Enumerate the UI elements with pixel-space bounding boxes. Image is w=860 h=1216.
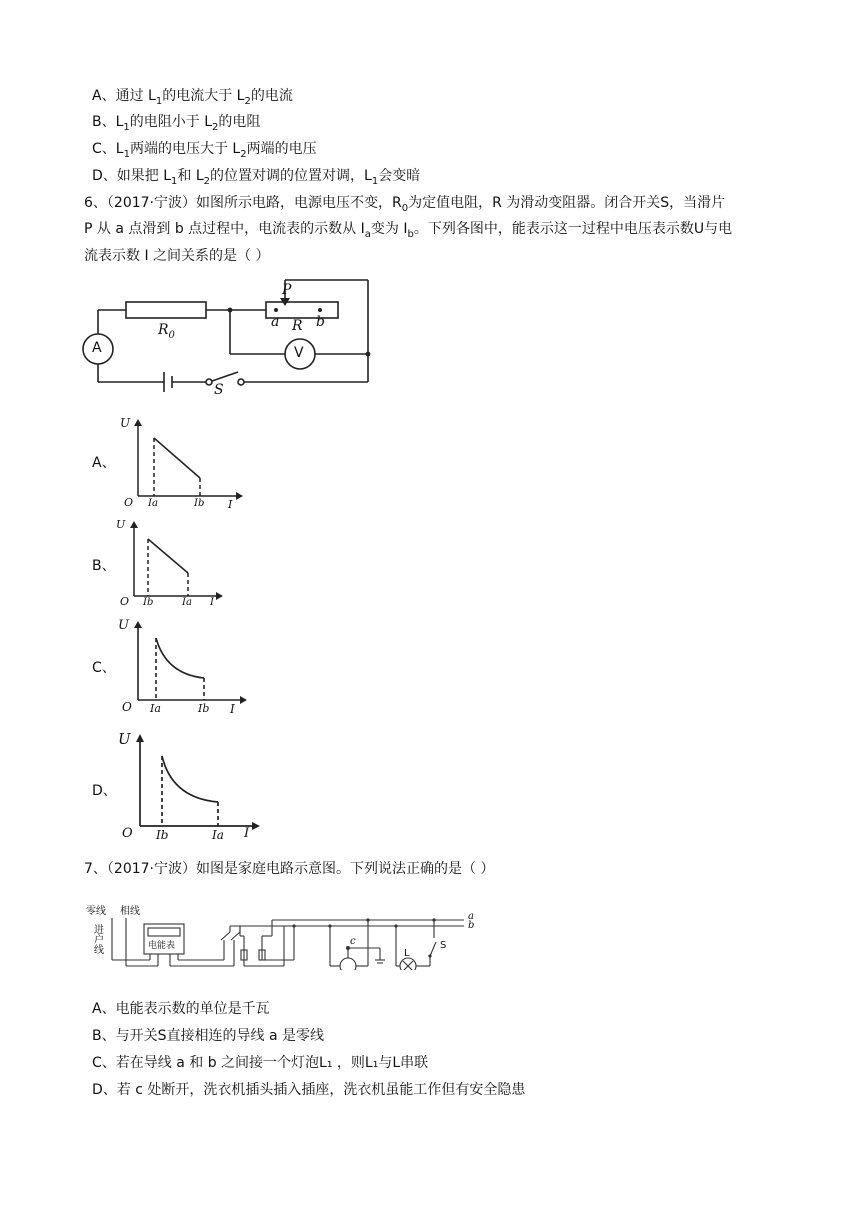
axis-u-label: U [118, 618, 129, 633]
origin-label: O [122, 826, 133, 841]
origin-label: O [120, 595, 130, 608]
neutral-wire-label: 零线 [86, 906, 106, 917]
axis-i-label: I [228, 498, 233, 511]
switch-s-label: S [440, 940, 447, 951]
q5-option-a: A、通过 $L_1$的电流大于 $L_2$的电流 [92, 88, 293, 107]
tick-label-2: Ia [182, 597, 192, 608]
q6-circuit-diagram [78, 268, 383, 398]
q7-option-c: C、若在导线 a 和 b 之间接一个灯泡L₁ ，则L₁与L串联 [92, 1055, 429, 1071]
q6-graph-b [116, 518, 226, 616]
voltmeter-label: V [294, 345, 304, 361]
q7-option-d: D、若 c 处断开，洗衣机插头插入插座，洗衣机虽能工作但有安全隐患 [92, 1082, 526, 1098]
axis-i-label: I [230, 702, 235, 716]
q6-option-c-label: C、 [92, 660, 116, 676]
live-wire-label: 相线 [120, 906, 140, 917]
switch-s-label: S [214, 382, 224, 398]
axis-i-label: I [210, 597, 214, 608]
tick-label-1: Ia [148, 498, 158, 509]
q6-graph-c [116, 620, 250, 720]
tick-label-2: Ia [212, 828, 224, 842]
point-b-label: b [316, 314, 325, 330]
point-a-label: a [271, 314, 280, 330]
axis-u-label: U [118, 730, 131, 748]
ammeter-label: A [92, 340, 102, 356]
lamp-l-label: L [404, 948, 410, 959]
q6-graph-d [114, 732, 264, 847]
wire-b-label: b [468, 920, 475, 931]
q7-option-b: B、与开关S直接相连的导线 a 是零线 [92, 1028, 324, 1044]
q7-option-a: A、电能表示数的单位是千瓦 [92, 1001, 270, 1017]
q5-option-d: D、如果把 $L_1$和 $L_2$的位置对调的位置对调，$L_1$会变暗 [92, 168, 421, 187]
wire-a-label: a [468, 911, 474, 922]
origin-label: O [124, 496, 134, 509]
tick-label-1: Ib [156, 828, 169, 842]
origin-label: O [122, 700, 132, 714]
q6-option-d-label: D、 [92, 783, 117, 799]
tick-label-2: Ib [198, 702, 210, 715]
q6-stem-line3: 流表示数 I 之间关系的是（ ） [84, 248, 270, 264]
rheostat-label: R [292, 318, 303, 334]
q6-stem-line1: 6、（2017·宁波）如图所示电路，电源电压不变，$R_0$为定值电阻，R 为滑动变阻器。闭合开关S，当滑片 [84, 195, 726, 214]
q6-stem-line2: P 从 a 点滑到 b 点过程中，电流表的示数从 $I_a$变为 $I_b$。下列各图中，能表示这一过程中电压表示数U与电 [84, 221, 733, 240]
q6-option-a-label: A、 [92, 455, 116, 471]
energy-meter-label: 电能表 [148, 941, 176, 951]
axis-u-label: U [120, 416, 131, 430]
q5-option-b: B、$L_1$的电阻小于 $L_2$的电阻 [92, 114, 261, 133]
q7-stem: 7、（2017·宁波）如图是家庭电路示意图。下列说法正确的是（ ） [84, 861, 495, 877]
r0-label: $R_0$ [158, 322, 175, 341]
tick-label-2: Ib [194, 498, 205, 509]
axis-u-label: U [116, 518, 126, 531]
tick-label-1: Ib [143, 597, 154, 608]
axis-i-label: I [244, 826, 250, 841]
tick-label-1: Ia [150, 702, 161, 715]
q6-graph-a [118, 418, 248, 518]
entry-line-label: 进 户 线 [94, 925, 104, 956]
slider-p-label: P [282, 282, 292, 298]
q5-option-c: C、$L_1$两端的电压大于 $L_2$两端的电压 [92, 141, 317, 160]
q7-household-circuit [84, 900, 484, 970]
q6-option-b-label: B、 [92, 558, 116, 574]
point-c-label: c [350, 936, 356, 947]
